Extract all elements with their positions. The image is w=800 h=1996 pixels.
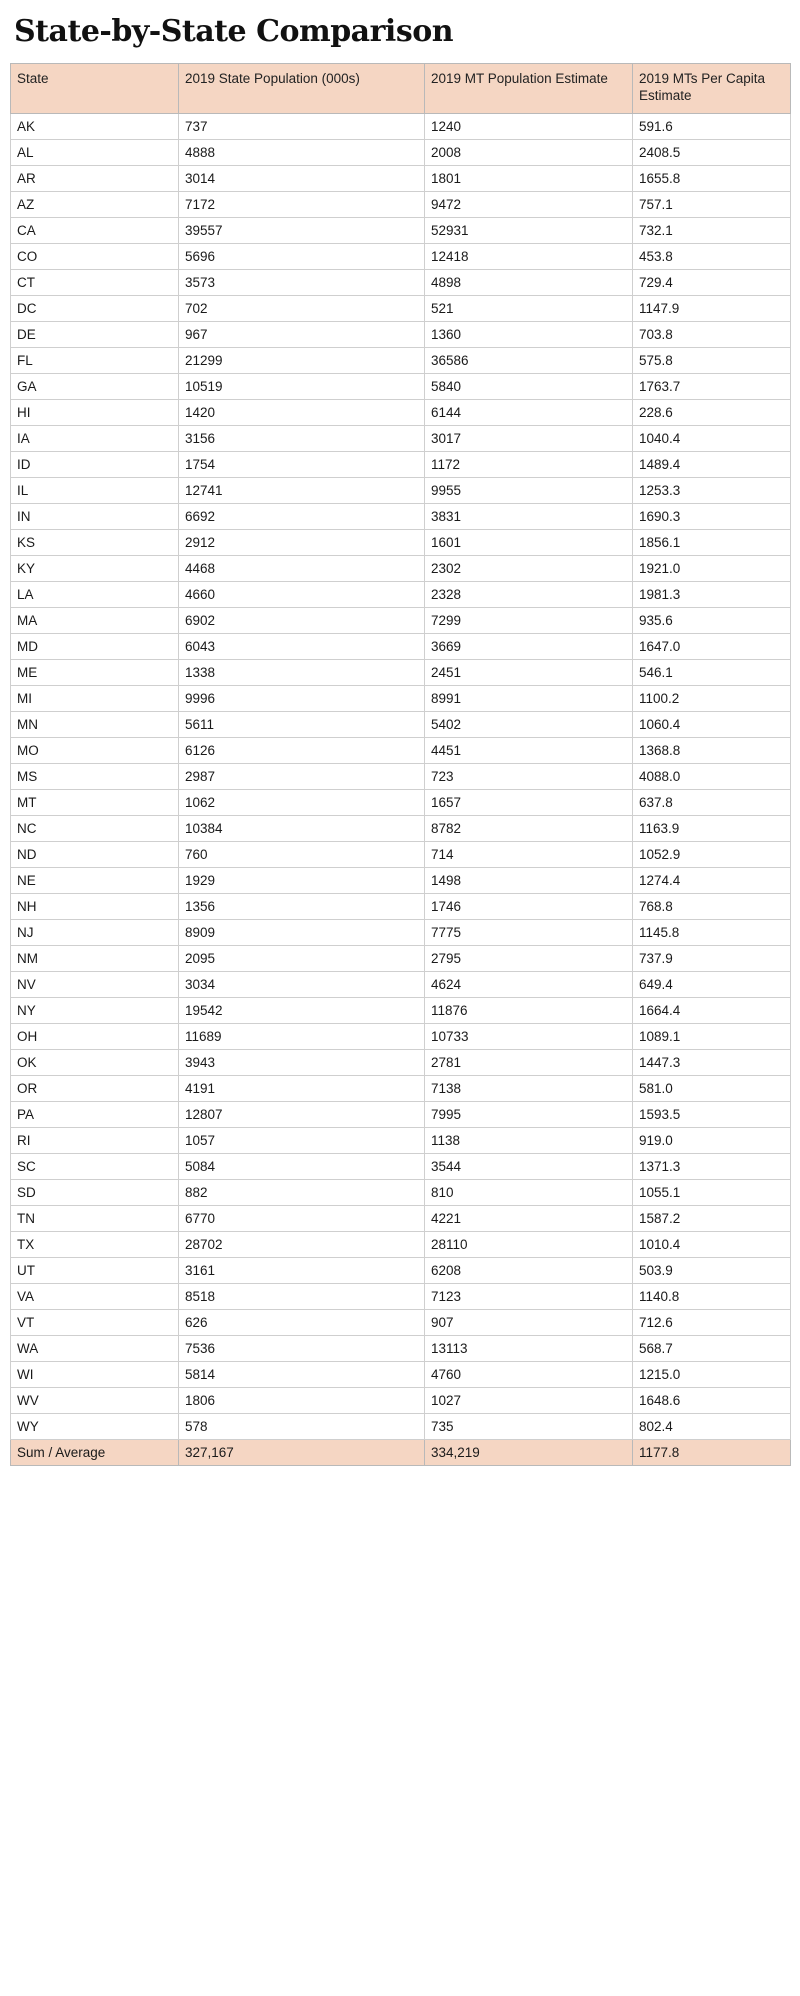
cell-value: 1338 [179,659,425,685]
table-row [11,243,791,269]
cell-value: 637.8 [633,789,791,815]
cell-value: 4898 [425,269,633,295]
state-comparison-table [10,63,791,1466]
cell-state: AZ [11,191,179,217]
cell-value: 11876 [425,997,633,1023]
total-label: Sum / Average [11,1439,179,1465]
cell-value: 12741 [179,477,425,503]
cell-value: 737 [179,113,425,139]
cell-value: 4088.0 [633,763,791,789]
column-header-state: State [11,64,179,114]
cell-state: MA [11,607,179,633]
cell-value: 4624 [425,971,633,997]
cell-state: MS [11,763,179,789]
cell-value: 1274.4 [633,867,791,893]
page-title: State-by-State Comparison [14,14,454,49]
cell-state: ND [11,841,179,867]
cell-state: VT [11,1309,179,1335]
cell-value: 5696 [179,243,425,269]
cell-value: 2781 [425,1049,633,1075]
cell-value: 6208 [425,1257,633,1283]
cell-value: 729.4 [633,269,791,295]
table-row [11,191,791,217]
cell-state: CA [11,217,179,243]
table-row [11,893,791,919]
cell-value: 12807 [179,1101,425,1127]
cell-value: 649.4 [633,971,791,997]
cell-value: 1027 [425,1387,633,1413]
cell-value: 7995 [425,1101,633,1127]
table-body [11,113,791,1465]
cell-value: 1100.2 [633,685,791,711]
column-header-mt-population: 2019 MT Population Estimate [425,64,633,114]
cell-state: DE [11,321,179,347]
cell-state: OH [11,1023,179,1049]
cell-value: 581.0 [633,1075,791,1101]
table-row [11,841,791,867]
cell-value: 3017 [425,425,633,451]
cell-state: GA [11,373,179,399]
cell-value: 10733 [425,1023,633,1049]
cell-value: 4191 [179,1075,425,1101]
table-row [11,451,791,477]
table-row [11,139,791,165]
cell-value: 1240 [425,113,633,139]
table-row [11,867,791,893]
table-row [11,373,791,399]
cell-value: 1147.9 [633,295,791,321]
cell-value: 757.1 [633,191,791,217]
cell-value: 2008 [425,139,633,165]
table-total-row [11,1439,791,1465]
cell-value: 7775 [425,919,633,945]
cell-value: 1593.5 [633,1101,791,1127]
column-header-state-population: 2019 State Population (000s) [179,64,425,114]
cell-value: 1055.1 [633,1179,791,1205]
cell-value: 907 [425,1309,633,1335]
cell-value: 19542 [179,997,425,1023]
cell-value: 2987 [179,763,425,789]
cell-value: 9955 [425,477,633,503]
cell-state: MT [11,789,179,815]
cell-state: WY [11,1413,179,1439]
cell-value: 8991 [425,685,633,711]
cell-value: 737.9 [633,945,791,971]
table-row [11,165,791,191]
table-row [11,971,791,997]
cell-value: 1587.2 [633,1205,791,1231]
cell-state: NY [11,997,179,1023]
table-row [11,763,791,789]
cell-state: CT [11,269,179,295]
cell-value: 1690.3 [633,503,791,529]
cell-value: 546.1 [633,659,791,685]
cell-value: 2451 [425,659,633,685]
cell-value: 4760 [425,1361,633,1387]
cell-value: 1060.4 [633,711,791,737]
cell-state: HI [11,399,179,425]
cell-value: 4660 [179,581,425,607]
cell-value: 2302 [425,555,633,581]
cell-value: 3831 [425,503,633,529]
cell-value: 1754 [179,451,425,477]
cell-value: 228.6 [633,399,791,425]
cell-value: 1655.8 [633,165,791,191]
cell-value: 7299 [425,607,633,633]
cell-state: LA [11,581,179,607]
table-row [11,425,791,451]
table-row [11,945,791,971]
cell-value: 4221 [425,1205,633,1231]
cell-value: 1489.4 [633,451,791,477]
cell-value: 5402 [425,711,633,737]
cell-value: 1420 [179,399,425,425]
cell-value: 1647.0 [633,633,791,659]
cell-state: MD [11,633,179,659]
cell-value: 28110 [425,1231,633,1257]
table-row [11,1179,791,1205]
table-row [11,1257,791,1283]
cell-value: 882 [179,1179,425,1205]
cell-state: NM [11,945,179,971]
cell-value: 5840 [425,373,633,399]
total-value: 334,219 [425,1439,633,1465]
cell-value: 732.1 [633,217,791,243]
table-row [11,1231,791,1257]
cell-value: 1040.4 [633,425,791,451]
table-row [11,1153,791,1179]
cell-state: WV [11,1387,179,1413]
table-row [11,529,791,555]
cell-value: 6770 [179,1205,425,1231]
cell-state: DC [11,295,179,321]
cell-value: 1648.6 [633,1387,791,1413]
table-row [11,997,791,1023]
cell-value: 760 [179,841,425,867]
cell-state: CO [11,243,179,269]
table-row [11,1075,791,1101]
cell-state: SD [11,1179,179,1205]
cell-value: 723 [425,763,633,789]
table-row [11,607,791,633]
total-value: 1177.8 [633,1439,791,1465]
cell-value: 1447.3 [633,1049,791,1075]
cell-value: 3573 [179,269,425,295]
cell-state: ME [11,659,179,685]
table-row [11,555,791,581]
cell-value: 802.4 [633,1413,791,1439]
cell-value: 1856.1 [633,529,791,555]
cell-state: IN [11,503,179,529]
table-row [11,477,791,503]
cell-value: 1140.8 [633,1283,791,1309]
cell-value: 568.7 [633,1335,791,1361]
cell-value: 12418 [425,243,633,269]
cell-state: IL [11,477,179,503]
column-header-mts-per-capita: 2019 MTs Per Capita Estimate [633,64,791,114]
cell-value: 2095 [179,945,425,971]
cell-value: 1062 [179,789,425,815]
table-row [11,1335,791,1361]
cell-value: 2795 [425,945,633,971]
table-row [11,581,791,607]
cell-value: 3156 [179,425,425,451]
cell-value: 3014 [179,165,425,191]
cell-state: NE [11,867,179,893]
total-value: 327,167 [179,1439,425,1465]
cell-value: 21299 [179,347,425,373]
cell-value: 4451 [425,737,633,763]
cell-value: 1172 [425,451,633,477]
cell-value: 1253.3 [633,477,791,503]
cell-value: 712.6 [633,1309,791,1335]
cell-value: 453.8 [633,243,791,269]
cell-value: 4888 [179,139,425,165]
cell-value: 1929 [179,867,425,893]
cell-value: 768.8 [633,893,791,919]
cell-value: 9996 [179,685,425,711]
cell-value: 10384 [179,815,425,841]
cell-state: VA [11,1283,179,1309]
cell-value: 8909 [179,919,425,945]
table-row [11,1127,791,1153]
cell-state: TX [11,1231,179,1257]
cell-value: 6692 [179,503,425,529]
cell-value: 1052.9 [633,841,791,867]
cell-value: 11689 [179,1023,425,1049]
cell-value: 1664.4 [633,997,791,1023]
cell-value: 6144 [425,399,633,425]
cell-value: 7536 [179,1335,425,1361]
cell-value: 7172 [179,191,425,217]
cell-value: 735 [425,1413,633,1439]
cell-value: 8518 [179,1283,425,1309]
cell-state: WI [11,1361,179,1387]
cell-value: 1010.4 [633,1231,791,1257]
cell-value: 1746 [425,893,633,919]
cell-value: 1057 [179,1127,425,1153]
cell-state: KY [11,555,179,581]
table-row [11,685,791,711]
cell-value: 919.0 [633,1127,791,1153]
cell-value: 1371.3 [633,1153,791,1179]
cell-value: 28702 [179,1231,425,1257]
cell-value: 3943 [179,1049,425,1075]
cell-value: 7138 [425,1075,633,1101]
table-row [11,399,791,425]
cell-value: 578 [179,1413,425,1439]
table-row [11,269,791,295]
cell-value: 8782 [425,815,633,841]
cell-value: 1981.3 [633,581,791,607]
cell-value: 1163.9 [633,815,791,841]
table-row [11,1309,791,1335]
cell-state: MO [11,737,179,763]
cell-value: 1601 [425,529,633,555]
cell-value: 3161 [179,1257,425,1283]
cell-value: 2328 [425,581,633,607]
cell-value: 575.8 [633,347,791,373]
table-row [11,737,791,763]
cell-value: 3544 [425,1153,633,1179]
cell-state: MI [11,685,179,711]
table-row [11,295,791,321]
cell-state: UT [11,1257,179,1283]
cell-state: WA [11,1335,179,1361]
cell-value: 1145.8 [633,919,791,945]
cell-state: RI [11,1127,179,1153]
cell-value: 714 [425,841,633,867]
table-row [11,1205,791,1231]
cell-state: NJ [11,919,179,945]
cell-state: SC [11,1153,179,1179]
cell-value: 4468 [179,555,425,581]
cell-state: KS [11,529,179,555]
cell-value: 626 [179,1309,425,1335]
cell-value: 5814 [179,1361,425,1387]
cell-state: AR [11,165,179,191]
cell-value: 3669 [425,633,633,659]
cell-value: 1360 [425,321,633,347]
table-row [11,815,791,841]
cell-value: 1368.8 [633,737,791,763]
cell-value: 10519 [179,373,425,399]
cell-value: 2408.5 [633,139,791,165]
cell-value: 5611 [179,711,425,737]
table-row [11,1023,791,1049]
table-row [11,113,791,139]
cell-value: 521 [425,295,633,321]
table-row [11,1413,791,1439]
cell-value: 7123 [425,1283,633,1309]
table-row [11,633,791,659]
cell-value: 6043 [179,633,425,659]
cell-value: 36586 [425,347,633,373]
cell-value: 1806 [179,1387,425,1413]
cell-state: OK [11,1049,179,1075]
cell-value: 2912 [179,529,425,555]
cell-value: 1498 [425,867,633,893]
table-row [11,1049,791,1075]
cell-value: 810 [425,1179,633,1205]
cell-value: 1921.0 [633,555,791,581]
cell-value: 1801 [425,165,633,191]
cell-state: IA [11,425,179,451]
cell-value: 702 [179,295,425,321]
cell-state: TN [11,1205,179,1231]
cell-state: NH [11,893,179,919]
cell-state: NV [11,971,179,997]
cell-value: 1215.0 [633,1361,791,1387]
table-row [11,217,791,243]
cell-value: 503.9 [633,1257,791,1283]
cell-value: 1356 [179,893,425,919]
table-row [11,659,791,685]
table-row [11,503,791,529]
table-row [11,321,791,347]
table-row [11,347,791,373]
cell-state: ID [11,451,179,477]
cell-value: 5084 [179,1153,425,1179]
table-row [11,1361,791,1387]
cell-value: 1089.1 [633,1023,791,1049]
cell-value: 967 [179,321,425,347]
cell-state: MN [11,711,179,737]
table-header [11,64,791,114]
table-row [11,1101,791,1127]
cell-value: 52931 [425,217,633,243]
cell-state: OR [11,1075,179,1101]
cell-value: 1657 [425,789,633,815]
cell-value: 703.8 [633,321,791,347]
table-row [11,1283,791,1309]
table-row [11,1387,791,1413]
table-row [11,919,791,945]
cell-value: 935.6 [633,607,791,633]
table-header-row [11,64,791,114]
cell-state: PA [11,1101,179,1127]
cell-value: 1763.7 [633,373,791,399]
cell-value: 6126 [179,737,425,763]
cell-state: AL [11,139,179,165]
cell-value: 6902 [179,607,425,633]
cell-state: FL [11,347,179,373]
cell-state: NC [11,815,179,841]
table-row [11,789,791,815]
cell-value: 9472 [425,191,633,217]
cell-value: 13113 [425,1335,633,1361]
cell-value: 3034 [179,971,425,997]
table-row [11,711,791,737]
cell-value: 591.6 [633,113,791,139]
cell-value: 39557 [179,217,425,243]
cell-state: AK [11,113,179,139]
cell-value: 1138 [425,1127,633,1153]
